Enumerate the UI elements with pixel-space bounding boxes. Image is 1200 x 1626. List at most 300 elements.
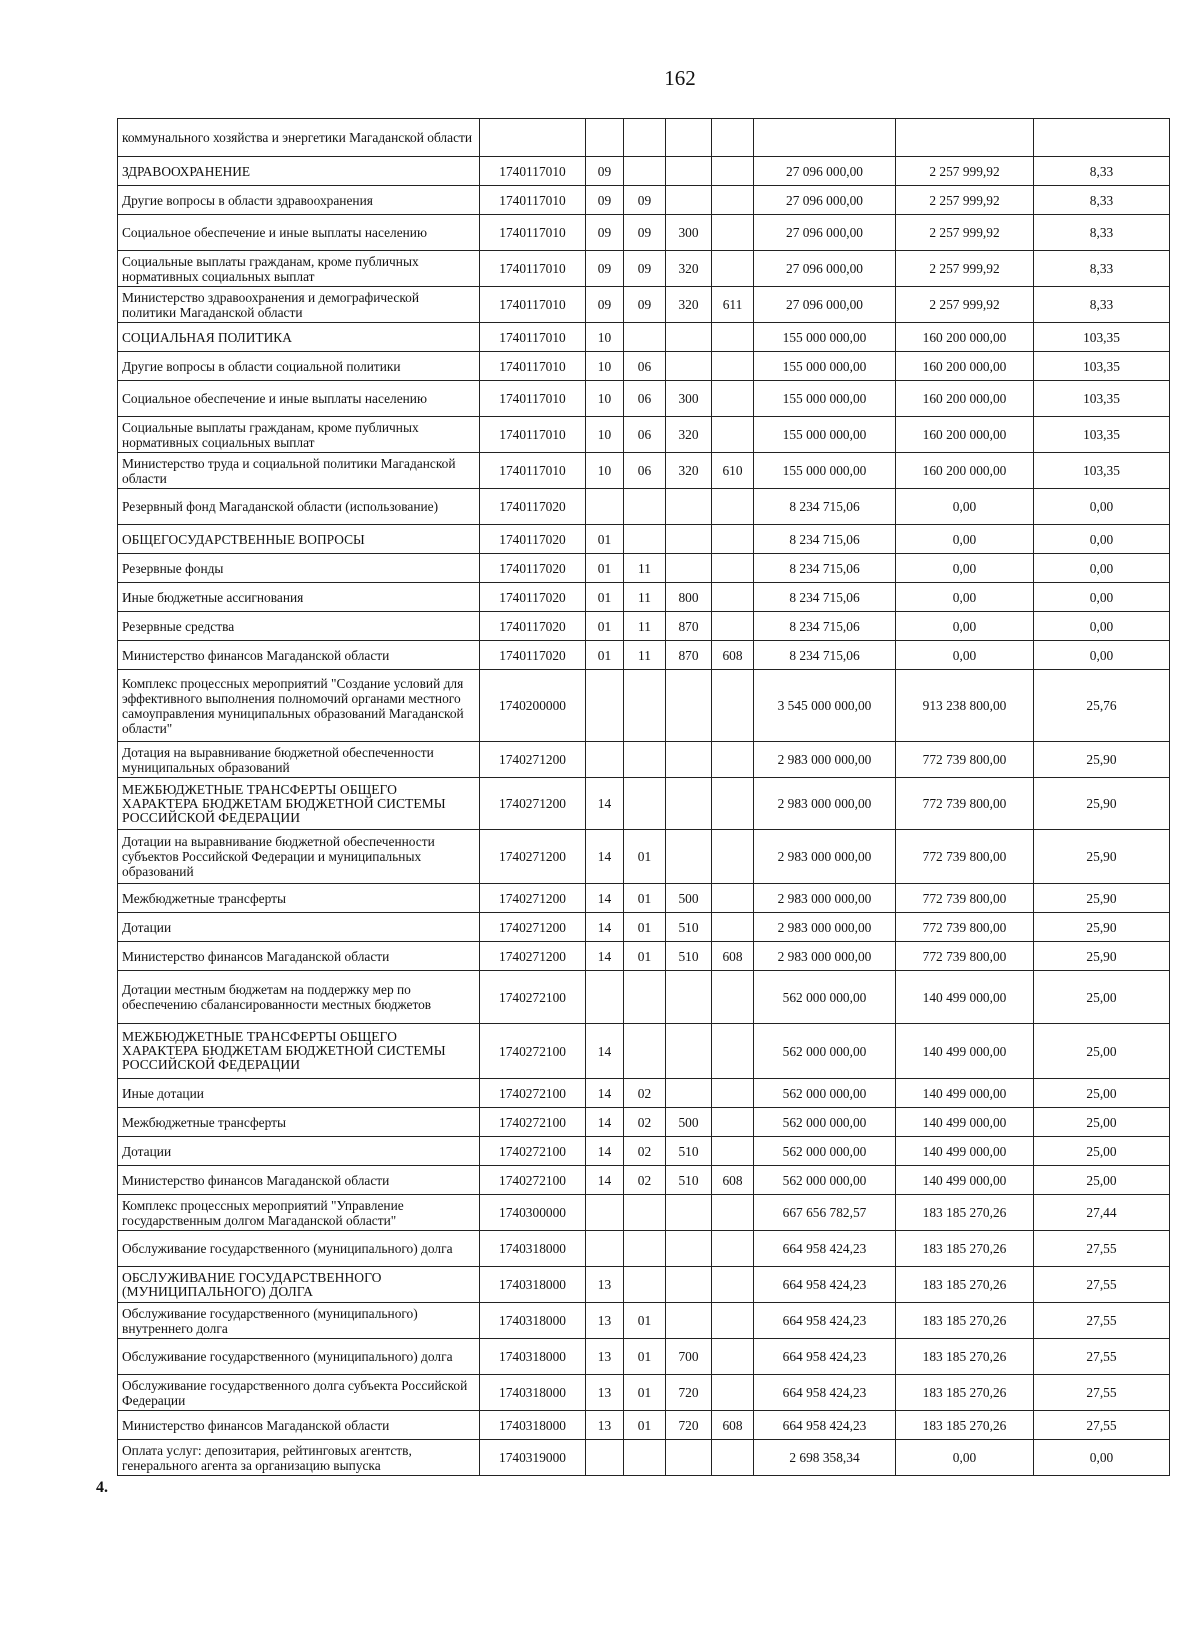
table-row — [118, 1267, 1170, 1303]
row-name-cell: Обслуживание государственного долга субъекта Российской Федерации — [118, 1375, 480, 1411]
executed-amount-cell — [896, 119, 1034, 157]
table-row — [118, 157, 1170, 186]
table-row — [118, 323, 1170, 352]
expense-type-cell — [666, 186, 712, 215]
expense-type-cell: 800 — [666, 583, 712, 612]
percent-cell: 25,90 — [1034, 830, 1170, 884]
expense-type-cell — [666, 554, 712, 583]
subsection-code-cell — [624, 1267, 666, 1303]
subsection-code-cell: 02 — [624, 1108, 666, 1137]
plan-amount-cell: 155 000 000,00 — [754, 453, 896, 489]
percent-cell: 27,55 — [1034, 1411, 1170, 1440]
percent-cell: 8,33 — [1034, 287, 1170, 323]
ministry-code-cell — [712, 1267, 754, 1303]
executed-amount-cell: 140 499 000,00 — [896, 971, 1034, 1024]
expense-type-cell — [666, 778, 712, 830]
ministry-code-cell — [712, 742, 754, 778]
percent-cell: 25,00 — [1034, 1137, 1170, 1166]
page-number: 162 — [664, 66, 696, 90]
percent-cell: 27,55 — [1034, 1303, 1170, 1339]
ministry-code-cell — [712, 913, 754, 942]
executed-amount-cell: 772 739 800,00 — [896, 742, 1034, 778]
percent-cell: 8,33 — [1034, 157, 1170, 186]
target-code-cell: 1740318000 — [480, 1411, 586, 1440]
expense-type-cell: 320 — [666, 417, 712, 453]
ministry-code-cell — [712, 1108, 754, 1137]
target-code-cell: 1740117020 — [480, 554, 586, 583]
target-code-cell: 1740272100 — [480, 1079, 586, 1108]
subsection-code-cell — [624, 778, 666, 830]
percent-cell: 103,35 — [1034, 417, 1170, 453]
ministry-code-cell — [712, 1079, 754, 1108]
percent-cell: 25,90 — [1034, 913, 1170, 942]
target-code-cell: 1740117010 — [480, 323, 586, 352]
table-row — [118, 641, 1170, 670]
plan-amount-cell: 562 000 000,00 — [754, 1137, 896, 1166]
executed-amount-cell: 140 499 000,00 — [896, 1108, 1034, 1137]
subsection-code-cell: 09 — [624, 287, 666, 323]
table-row — [118, 251, 1170, 287]
plan-amount-cell: 562 000 000,00 — [754, 1166, 896, 1195]
row-name-cell: Министерство труда и социальной политики Магаданской области — [118, 453, 480, 489]
subsection-code-cell: 06 — [624, 381, 666, 417]
section-code-cell — [586, 742, 624, 778]
executed-amount-cell: 0,00 — [896, 554, 1034, 583]
section-code-cell: 10 — [586, 417, 624, 453]
executed-amount-cell: 183 185 270,26 — [896, 1267, 1034, 1303]
table-row — [118, 971, 1170, 1024]
executed-amount-cell: 2 257 999,92 — [896, 186, 1034, 215]
section-code-cell: 13 — [586, 1303, 624, 1339]
target-code-cell: 1740272100 — [480, 971, 586, 1024]
row-name-cell: Резервные средства — [118, 612, 480, 641]
target-code-cell: 1740117020 — [480, 525, 586, 554]
section-code-cell — [586, 1195, 624, 1231]
executed-amount-cell: 183 185 270,26 — [896, 1231, 1034, 1267]
subsection-code-cell: 11 — [624, 554, 666, 583]
row-name-cell: Комплекс процессных мероприятий "Управление государственным долгом Магаданской области" — [118, 1195, 480, 1231]
ministry-code-cell — [712, 525, 754, 554]
table-row — [118, 1079, 1170, 1108]
plan-amount-cell: 27 096 000,00 — [754, 186, 896, 215]
table-row — [118, 417, 1170, 453]
expense-type-cell: 500 — [666, 1108, 712, 1137]
expense-type-cell: 500 — [666, 884, 712, 913]
row-name-cell: МЕЖБЮДЖЕТНЫЕ ТРАНСФЕРТЫ ОБЩЕГО ХАРАКТЕРА БЮДЖЕТАМ БЮДЖЕТНОЙ СИСТЕМЫ РОССИЙСКОЙ ФЕДЕРАЦИИ — [118, 1024, 480, 1079]
plan-amount-cell: 2 983 000 000,00 — [754, 778, 896, 830]
percent-cell: 25,00 — [1034, 1108, 1170, 1137]
percent-cell: 27,55 — [1034, 1267, 1170, 1303]
table-row — [118, 287, 1170, 323]
percent-cell: 8,33 — [1034, 215, 1170, 251]
percent-cell: 0,00 — [1034, 612, 1170, 641]
executed-amount-cell: 772 739 800,00 — [896, 778, 1034, 830]
ministry-code-cell — [712, 1339, 754, 1375]
ministry-code-cell — [712, 215, 754, 251]
ministry-code-cell — [712, 971, 754, 1024]
target-code-cell: 1740271200 — [480, 884, 586, 913]
ministry-code-cell: 610 — [712, 453, 754, 489]
ministry-code-cell — [712, 186, 754, 215]
plan-amount-cell: 155 000 000,00 — [754, 323, 896, 352]
subsection-code-cell: 11 — [624, 583, 666, 612]
table-row — [118, 1411, 1170, 1440]
subsection-code-cell: 11 — [624, 612, 666, 641]
row-name-cell: МЕЖБЮДЖЕТНЫЕ ТРАНСФЕРТЫ ОБЩЕГО ХАРАКТЕРА БЮДЖЕТАМ БЮДЖЕТНОЙ СИСТЕМЫ РОССИЙСКОЙ ФЕДЕРАЦИИ — [118, 778, 480, 830]
section-code-cell: 14 — [586, 1024, 624, 1079]
ministry-code-cell — [712, 612, 754, 641]
table-row — [118, 583, 1170, 612]
subsection-code-cell: 06 — [624, 453, 666, 489]
row-name-cell: Обслуживание государственного (муниципального) внутреннего долга — [118, 1303, 480, 1339]
table-row — [118, 942, 1170, 971]
section-code-cell: 01 — [586, 641, 624, 670]
percent-cell: 8,33 — [1034, 251, 1170, 287]
row-name-cell: Министерство здравоохранения и демографической политики Магаданской области — [118, 287, 480, 323]
ministry-code-cell — [712, 583, 754, 612]
table-row — [118, 119, 1170, 157]
row-name-cell: ЗДРАВООХРАНЕНИЕ — [118, 157, 480, 186]
executed-amount-cell: 140 499 000,00 — [896, 1137, 1034, 1166]
plan-amount-cell: 562 000 000,00 — [754, 971, 896, 1024]
section-code-cell: 09 — [586, 186, 624, 215]
section-code-cell: 01 — [586, 525, 624, 554]
expense-type-cell: 320 — [666, 251, 712, 287]
plan-amount-cell: 27 096 000,00 — [754, 215, 896, 251]
ministry-code-cell — [712, 352, 754, 381]
expense-type-cell — [666, 352, 712, 381]
percent-cell: 103,35 — [1034, 453, 1170, 489]
executed-amount-cell: 160 200 000,00 — [896, 323, 1034, 352]
ministry-code-cell — [712, 830, 754, 884]
target-code-cell: 1740117020 — [480, 489, 586, 525]
row-name-cell: Министерство финансов Магаданской области — [118, 942, 480, 971]
expense-type-cell: 510 — [666, 1137, 712, 1166]
percent-cell: 0,00 — [1034, 1440, 1170, 1476]
executed-amount-cell: 0,00 — [896, 612, 1034, 641]
plan-amount-cell: 562 000 000,00 — [754, 1108, 896, 1137]
ministry-code-cell — [712, 1440, 754, 1476]
expense-type-cell — [666, 742, 712, 778]
row-name-cell: Резервный фонд Магаданской области (использование) — [118, 489, 480, 525]
plan-amount-cell: 2 983 000 000,00 — [754, 942, 896, 971]
expense-type-cell — [666, 1303, 712, 1339]
percent-cell: 25,00 — [1034, 1166, 1170, 1195]
table-row — [118, 186, 1170, 215]
target-code-cell: 1740300000 — [480, 1195, 586, 1231]
percent-cell: 25,76 — [1034, 670, 1170, 742]
margin-mark: 4. — [96, 1479, 108, 1496]
expense-type-cell: 720 — [666, 1375, 712, 1411]
row-name-cell: Социальное обеспечение и иные выплаты населению — [118, 381, 480, 417]
table-row — [118, 913, 1170, 942]
target-code-cell: 1740117010 — [480, 287, 586, 323]
target-code-cell: 1740117020 — [480, 583, 586, 612]
section-code-cell — [586, 1440, 624, 1476]
table-row — [118, 1166, 1170, 1195]
executed-amount-cell: 772 739 800,00 — [896, 830, 1034, 884]
ministry-code-cell — [712, 417, 754, 453]
subsection-code-cell: 06 — [624, 417, 666, 453]
row-name-cell: ОБСЛУЖИВАНИЕ ГОСУДАРСТВЕННОГО (МУНИЦИПАЛЬНОГО) ДОЛГА — [118, 1267, 480, 1303]
expense-type-cell: 870 — [666, 612, 712, 641]
table-row — [118, 525, 1170, 554]
plan-amount-cell: 562 000 000,00 — [754, 1079, 896, 1108]
table-row — [118, 489, 1170, 525]
row-name-cell: Дотации местным бюджетам на поддержку мер по обеспечению сбалансированности местных бюджетов — [118, 971, 480, 1024]
subsection-code-cell: 09 — [624, 186, 666, 215]
plan-amount-cell: 3 545 000 000,00 — [754, 670, 896, 742]
row-name-cell: коммунального хозяйства и энергетики Магаданской области — [118, 119, 480, 157]
plan-amount-cell: 2 698 358,34 — [754, 1440, 896, 1476]
percent-cell: 25,90 — [1034, 884, 1170, 913]
expense-type-cell — [666, 323, 712, 352]
target-code-cell: 1740318000 — [480, 1339, 586, 1375]
subsection-code-cell: 06 — [624, 352, 666, 381]
section-code-cell: 10 — [586, 453, 624, 489]
row-name-cell: Другие вопросы в области здравоохранения — [118, 186, 480, 215]
ministry-code-cell — [712, 884, 754, 913]
ministry-code-cell — [712, 1231, 754, 1267]
expense-type-cell — [666, 1231, 712, 1267]
target-code-cell: 1740271200 — [480, 913, 586, 942]
section-code-cell: 13 — [586, 1267, 624, 1303]
percent-cell — [1034, 119, 1170, 157]
section-code-cell — [586, 670, 624, 742]
table-row — [118, 1303, 1170, 1339]
target-code-cell: 1740271200 — [480, 742, 586, 778]
section-code-cell: 10 — [586, 323, 624, 352]
ministry-code-cell: 611 — [712, 287, 754, 323]
row-name-cell: Комплекс процессных мероприятий "Создание условий для эффективного выполнения полномочий органами местного самоуправления муниципальных образований Магаданской области" — [118, 670, 480, 742]
executed-amount-cell: 160 200 000,00 — [896, 352, 1034, 381]
expense-type-cell — [666, 1195, 712, 1231]
section-code-cell: 01 — [586, 583, 624, 612]
row-name-cell: Обслуживание государственного (муниципального) долга — [118, 1339, 480, 1375]
executed-amount-cell: 772 739 800,00 — [896, 913, 1034, 942]
section-code-cell: 14 — [586, 778, 624, 830]
percent-cell: 0,00 — [1034, 641, 1170, 670]
percent-cell: 0,00 — [1034, 489, 1170, 525]
ministry-code-cell — [712, 1195, 754, 1231]
section-code-cell — [586, 489, 624, 525]
executed-amount-cell: 0,00 — [896, 525, 1034, 554]
row-name-cell: Социальные выплаты гражданам, кроме публичных нормативных социальных выплат — [118, 251, 480, 287]
row-name-cell: Дотация на выравнивание бюджетной обеспеченности муниципальных образований — [118, 742, 480, 778]
plan-amount-cell: 2 983 000 000,00 — [754, 830, 896, 884]
plan-amount-cell: 664 958 424,23 — [754, 1411, 896, 1440]
percent-cell: 8,33 — [1034, 186, 1170, 215]
section-code-cell — [586, 971, 624, 1024]
executed-amount-cell: 772 739 800,00 — [896, 942, 1034, 971]
row-name-cell: Дотации — [118, 1137, 480, 1166]
executed-amount-cell: 140 499 000,00 — [896, 1079, 1034, 1108]
percent-cell: 103,35 — [1034, 381, 1170, 417]
plan-amount-cell: 8 234 715,06 — [754, 641, 896, 670]
expense-type-cell — [666, 489, 712, 525]
subsection-code-cell: 02 — [624, 1079, 666, 1108]
ministry-code-cell: 608 — [712, 641, 754, 670]
executed-amount-cell: 2 257 999,92 — [896, 251, 1034, 287]
expense-type-cell — [666, 119, 712, 157]
row-name-cell: Дотации — [118, 913, 480, 942]
expense-type-cell: 300 — [666, 381, 712, 417]
table-row — [118, 215, 1170, 251]
section-code-cell: 10 — [586, 381, 624, 417]
percent-cell: 27,55 — [1034, 1375, 1170, 1411]
target-code-cell: 1740271200 — [480, 942, 586, 971]
executed-amount-cell: 913 238 800,00 — [896, 670, 1034, 742]
target-code-cell: 1740117010 — [480, 157, 586, 186]
section-code-cell: 13 — [586, 1375, 624, 1411]
expense-type-cell — [666, 157, 712, 186]
expense-type-cell — [666, 830, 712, 884]
percent-cell: 103,35 — [1034, 323, 1170, 352]
ministry-code-cell: 608 — [712, 1166, 754, 1195]
percent-cell: 25,00 — [1034, 1079, 1170, 1108]
subsection-code-cell: 02 — [624, 1166, 666, 1195]
section-code-cell: 13 — [586, 1339, 624, 1375]
subsection-code-cell — [624, 1195, 666, 1231]
ministry-code-cell — [712, 489, 754, 525]
table-row — [118, 778, 1170, 830]
target-code-cell: 1740271200 — [480, 778, 586, 830]
table-row — [118, 381, 1170, 417]
expense-type-cell: 510 — [666, 942, 712, 971]
row-name-cell: Иные бюджетные ассигнования — [118, 583, 480, 612]
executed-amount-cell: 2 257 999,92 — [896, 157, 1034, 186]
ministry-code-cell — [712, 554, 754, 583]
table-row — [118, 742, 1170, 778]
expense-type-cell: 510 — [666, 1166, 712, 1195]
section-code-cell: 13 — [586, 1411, 624, 1440]
target-code-cell: 1740272100 — [480, 1166, 586, 1195]
subsection-code-cell — [624, 1440, 666, 1476]
table-row — [118, 352, 1170, 381]
table-row — [118, 670, 1170, 742]
subsection-code-cell — [624, 489, 666, 525]
target-code-cell — [480, 119, 586, 157]
target-code-cell: 1740117010 — [480, 215, 586, 251]
table-row — [118, 1440, 1170, 1476]
executed-amount-cell: 183 185 270,26 — [896, 1303, 1034, 1339]
ministry-code-cell — [712, 1375, 754, 1411]
table-row — [118, 1195, 1170, 1231]
table-row — [118, 1375, 1170, 1411]
subsection-code-cell: 01 — [624, 1339, 666, 1375]
percent-cell: 27,55 — [1034, 1231, 1170, 1267]
plan-amount-cell: 667 656 782,57 — [754, 1195, 896, 1231]
section-code-cell: 14 — [586, 1166, 624, 1195]
section-code-cell: 14 — [586, 1137, 624, 1166]
target-code-cell: 1740319000 — [480, 1440, 586, 1476]
target-code-cell: 1740318000 — [480, 1303, 586, 1339]
ministry-code-cell — [712, 1137, 754, 1166]
section-code-cell — [586, 1231, 624, 1267]
ministry-code-cell — [712, 381, 754, 417]
executed-amount-cell: 0,00 — [896, 641, 1034, 670]
table-row — [118, 1231, 1170, 1267]
plan-amount-cell: 155 000 000,00 — [754, 417, 896, 453]
executed-amount-cell: 183 185 270,26 — [896, 1375, 1034, 1411]
plan-amount-cell: 8 234 715,06 — [754, 525, 896, 554]
subsection-code-cell — [624, 323, 666, 352]
table-row — [118, 1108, 1170, 1137]
expense-type-cell: 700 — [666, 1339, 712, 1375]
percent-cell: 0,00 — [1034, 554, 1170, 583]
subsection-code-cell: 01 — [624, 942, 666, 971]
table-row — [118, 1024, 1170, 1079]
plan-amount-cell: 27 096 000,00 — [754, 157, 896, 186]
table-row — [118, 884, 1170, 913]
section-code-cell: 01 — [586, 612, 624, 641]
target-code-cell: 1740318000 — [480, 1375, 586, 1411]
plan-amount-cell: 2 983 000 000,00 — [754, 884, 896, 913]
target-code-cell: 1740272100 — [480, 1137, 586, 1166]
plan-amount-cell: 664 958 424,23 — [754, 1267, 896, 1303]
subsection-code-cell — [624, 119, 666, 157]
expense-type-cell: 300 — [666, 215, 712, 251]
target-code-cell: 1740318000 — [480, 1231, 586, 1267]
row-name-cell: СОЦИАЛЬНАЯ ПОЛИТИКА — [118, 323, 480, 352]
target-code-cell: 1740271200 — [480, 830, 586, 884]
executed-amount-cell: 183 185 270,26 — [896, 1339, 1034, 1375]
ministry-code-cell — [712, 778, 754, 830]
table-row — [118, 554, 1170, 583]
target-code-cell: 1740272100 — [480, 1024, 586, 1079]
plan-amount-cell: 8 234 715,06 — [754, 583, 896, 612]
row-name-cell: Дотации на выравнивание бюджетной обеспеченности субъектов Российской Федерации и муниципальных образований — [118, 830, 480, 884]
expense-type-cell: 320 — [666, 453, 712, 489]
plan-amount-cell: 664 958 424,23 — [754, 1303, 896, 1339]
row-name-cell: Социальные выплаты гражданам, кроме публичных нормативных социальных выплат — [118, 417, 480, 453]
target-code-cell: 1740117010 — [480, 352, 586, 381]
subsection-code-cell: 02 — [624, 1137, 666, 1166]
ministry-code-cell — [712, 670, 754, 742]
section-code-cell: 14 — [586, 1079, 624, 1108]
expense-type-cell: 870 — [666, 641, 712, 670]
table-row — [118, 1137, 1170, 1166]
target-code-cell: 1740200000 — [480, 670, 586, 742]
section-code-cell — [586, 119, 624, 157]
executed-amount-cell: 160 200 000,00 — [896, 417, 1034, 453]
table-row — [118, 830, 1170, 884]
target-code-cell: 1740117010 — [480, 453, 586, 489]
target-code-cell: 1740117020 — [480, 641, 586, 670]
ministry-code-cell: 608 — [712, 1411, 754, 1440]
section-code-cell: 14 — [586, 913, 624, 942]
expense-type-cell — [666, 1267, 712, 1303]
subsection-code-cell — [624, 742, 666, 778]
subsection-code-cell: 01 — [624, 1303, 666, 1339]
plan-amount-cell: 2 983 000 000,00 — [754, 742, 896, 778]
ministry-code-cell: 608 — [712, 942, 754, 971]
section-code-cell: 09 — [586, 287, 624, 323]
subsection-code-cell: 01 — [624, 1411, 666, 1440]
section-code-cell: 09 — [586, 215, 624, 251]
subsection-code-cell: 09 — [624, 215, 666, 251]
target-code-cell: 1740117020 — [480, 612, 586, 641]
plan-amount-cell: 664 958 424,23 — [754, 1231, 896, 1267]
subsection-code-cell: 09 — [624, 251, 666, 287]
plan-amount-cell: 27 096 000,00 — [754, 251, 896, 287]
row-name-cell: Иные дотации — [118, 1079, 480, 1108]
budget-table — [117, 118, 1170, 1476]
subsection-code-cell — [624, 670, 666, 742]
row-name-cell: Межбюджетные трансферты — [118, 884, 480, 913]
plan-amount-cell: 8 234 715,06 — [754, 489, 896, 525]
ministry-code-cell — [712, 323, 754, 352]
